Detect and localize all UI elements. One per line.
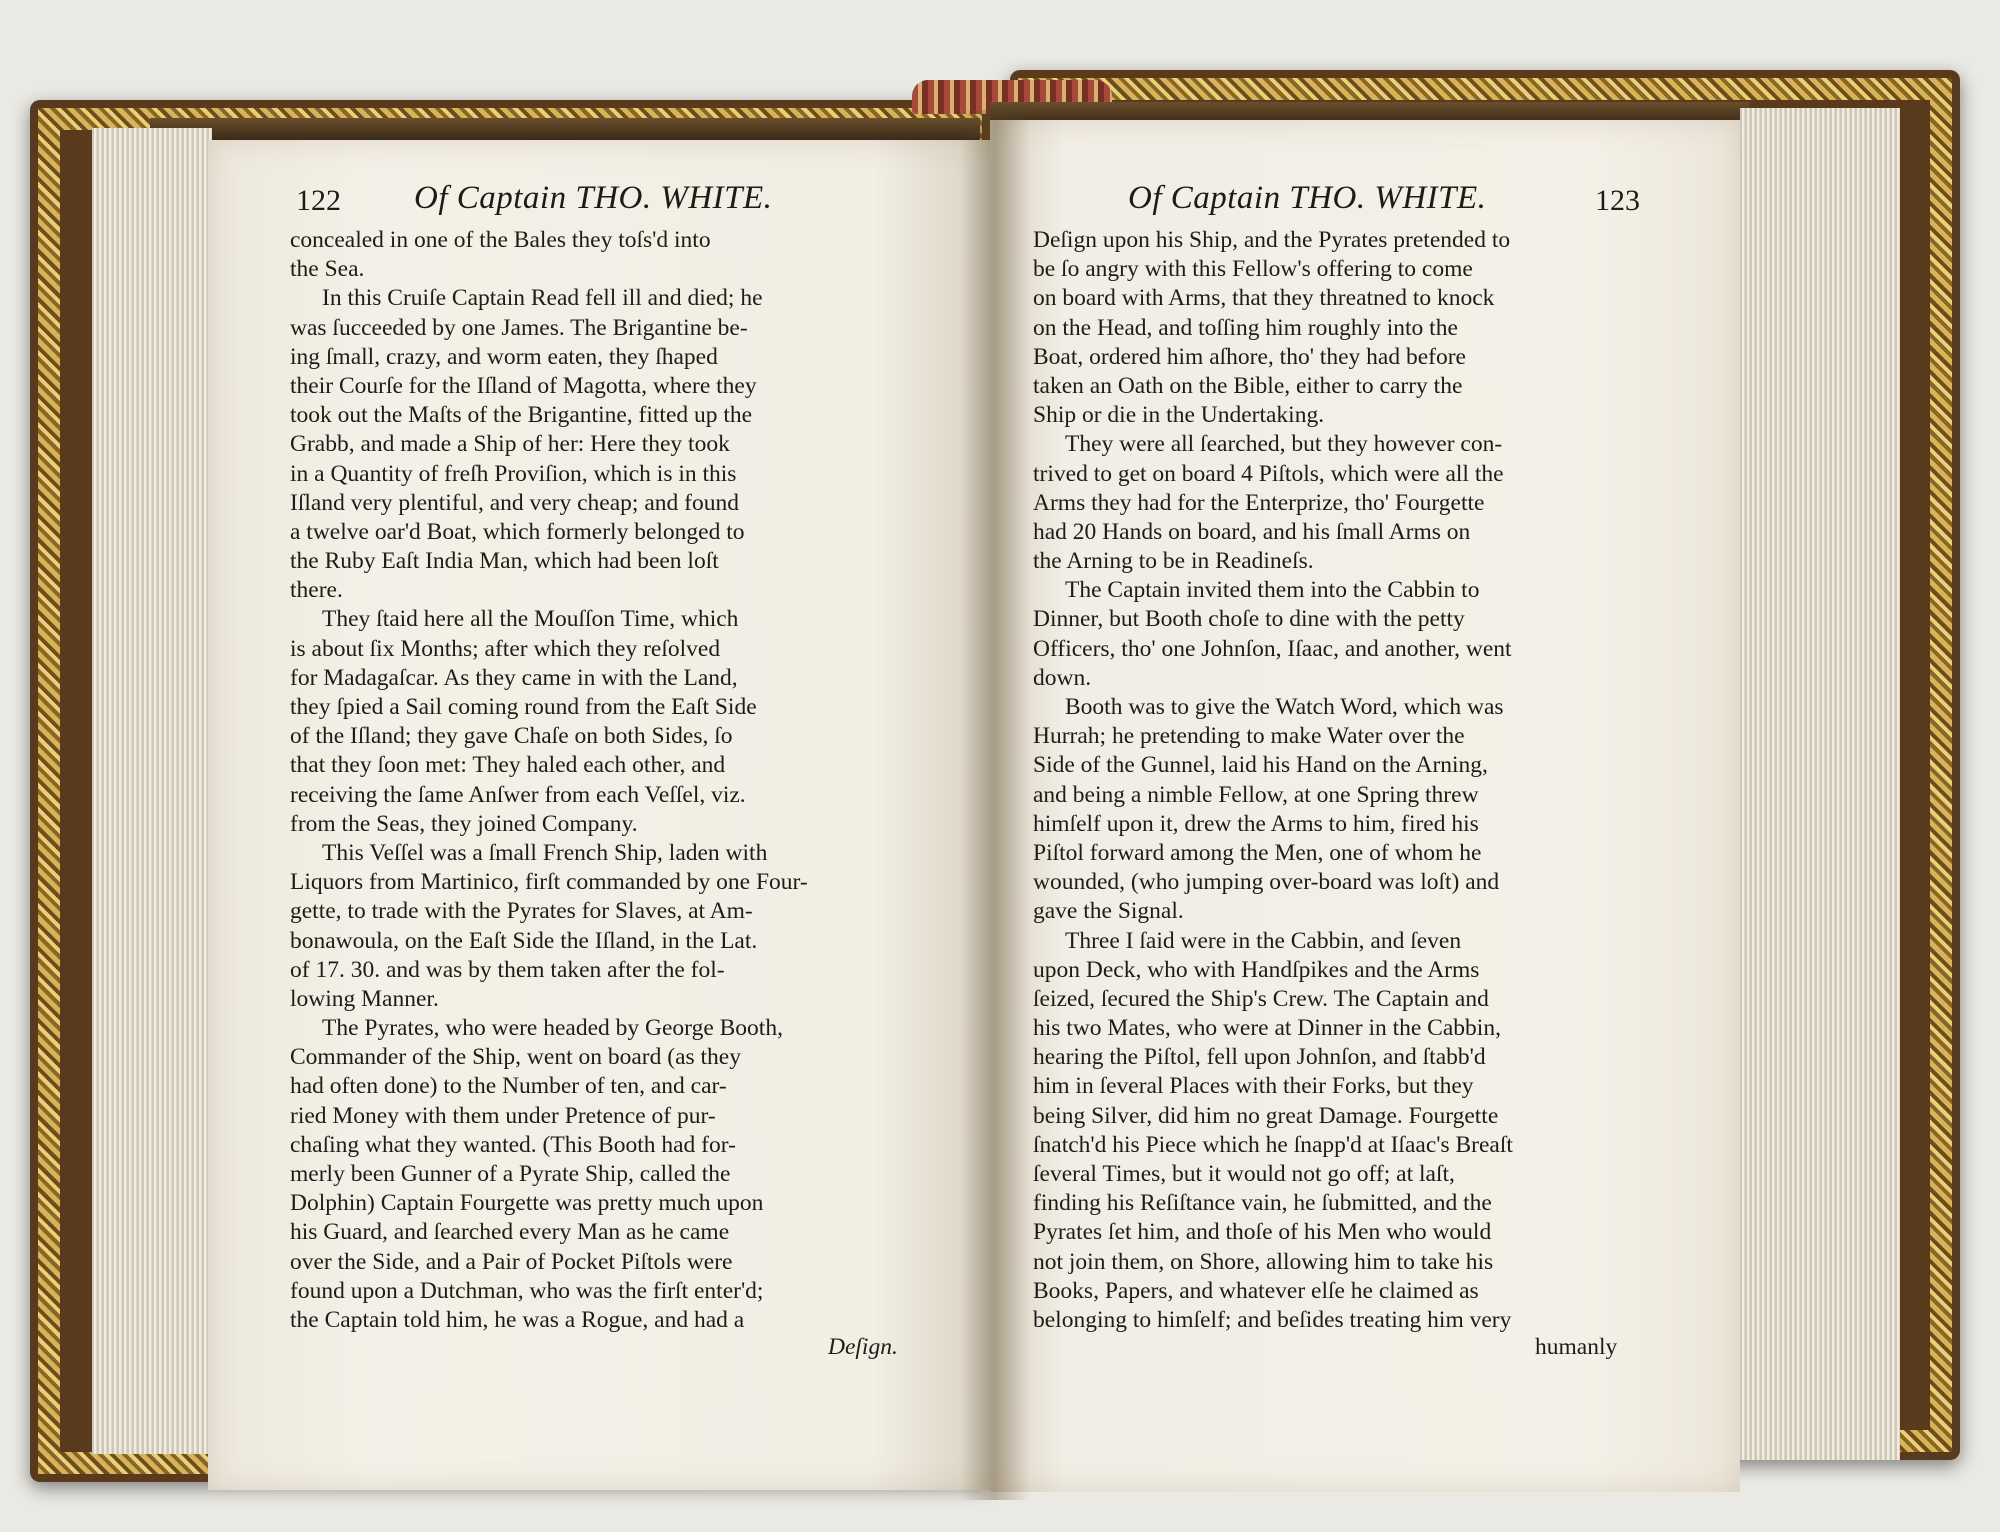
text-line: Pyrates ſet him, and thoſe of his Men who would	[1033, 1219, 1492, 1246]
text-line: being Silver, did him no great Damage. Fourgette	[1033, 1102, 1499, 1129]
text-line: upon Deck, who with Handſpikes and the Arms	[1033, 956, 1480, 983]
text-line: Grabb, and made a Ship of her: Here they took	[290, 431, 730, 458]
text-line: Iſland very plentiful, and very cheap; and found	[290, 489, 739, 516]
text-line: there.	[290, 577, 343, 604]
text-line: his Guard, and ſearched every Man as he came	[290, 1219, 730, 1246]
text-line: Commander of the Ship, went on board (as they	[290, 1044, 741, 1071]
text-line: bonawoula, on the Eaſt Side the Iſland, in the Lat.	[290, 927, 758, 954]
text-line: not join them, on Shore, allowing him to take his	[1033, 1248, 1494, 1275]
text-line: In this Cruiſe Captain Read fell ill and died; he	[322, 285, 763, 312]
text-line: a twelve oar'd Boat, which formerly belonged to	[290, 518, 745, 545]
text-line: and being a nimble Fellow, at one Spring threw	[1033, 781, 1479, 808]
text-line: concealed in one of the Bales they toſs'd into	[290, 227, 711, 253]
text-line: Hurrah; he pretending to make Water over the	[1033, 723, 1465, 750]
text-line: gave the Signal.	[1033, 898, 1184, 925]
text-line: wounded, (who jumping over-board was loſt) and	[1033, 869, 1500, 896]
text-line: Officers, tho' one Johnſon, Iſaac, and another, went	[1033, 635, 1512, 662]
text-line: receiving the ſame Anſwer from each Veſſel, viz.	[290, 781, 746, 808]
text-line: Piſtol forward among the Men, one of whom he	[1033, 839, 1482, 866]
text-line: him in ſeveral Places with their Forks, but they	[1033, 1073, 1474, 1100]
text-line: Three I ſaid were in the Cabbin, and ſeven	[1065, 927, 1462, 954]
text-line: The Captain invited them into the Cabbin to	[1065, 577, 1480, 604]
text-line: Dolphin) Captain Fourgette was pretty much upon	[290, 1190, 764, 1217]
text-line: of the Iſland; they gave Chaſe on both Sides, ſo	[290, 723, 733, 750]
text-line: gette, to trade with the Pyrates for Slaves, at Am-	[290, 898, 753, 925]
text-line: Booth was to give the Watch Word, which was	[1065, 694, 1504, 720]
text-line: The Pyrates, who were headed by George Booth,	[322, 1015, 783, 1042]
text-line: ſeized, ſecured the Ship's Crew. The Captain and	[1033, 985, 1489, 1012]
text-line: was ſucceeded by one James. The Brigantine be-	[290, 314, 748, 341]
text-line: the Ruby Eaſt India Man, which had been loſt	[290, 548, 719, 575]
text-line: their Courſe for the Iſland of Magotta, where they	[290, 372, 757, 399]
text-line: the Captain told him, he was a Rogue, and had a	[290, 1306, 745, 1333]
text-line: Books, Papers, and whatever elſe he claimed as	[1033, 1277, 1479, 1304]
text-line: belonging to himſelf; and beſides treating him very	[1033, 1306, 1512, 1333]
text-line: the Arning to be in Readineſs.	[1033, 548, 1314, 575]
text-line: They were all ſearched, but they however con-	[1065, 431, 1503, 458]
page-top-edge-left	[150, 118, 980, 140]
text-line: Arms they had for the Enterprize, tho' Fourgette	[1033, 489, 1485, 516]
text-line: Ship or die in the Undertaking.	[1033, 402, 1325, 429]
text-line: Side of the Gunnel, laid his Hand on the Arning,	[1033, 752, 1488, 779]
text-line: Dinner, but Booth choſe to dine with the petty	[1033, 606, 1465, 633]
text-line: they ſpied a Sail coming round from the Eaſt Side	[290, 694, 757, 720]
page-number: 123	[1595, 184, 1640, 217]
text-line: found upon a Dutchman, who was the firſt enter'd;	[290, 1277, 764, 1304]
text-line: Deſign upon his Ship, and the Pyrates pretended to	[1033, 227, 1511, 253]
text-line: the Sea.	[290, 256, 365, 283]
text-line: over the Side, and a Pair of Pocket Piſtols were	[290, 1248, 733, 1275]
text-line: of 17. 30. and was by them taken after the fol-	[290, 956, 725, 983]
catchword: Deſign.	[828, 1334, 898, 1360]
text-line: his two Mates, who were at Dinner in the Cabbin,	[1033, 1015, 1501, 1042]
text-line: ſnatch'd his Piece which he ſnapp'd at Iſaac's Breaſt	[1033, 1131, 1513, 1158]
page-number: 122	[296, 184, 341, 217]
left-page-text	[290, 226, 900, 1335]
text-line: ried Money with them under Pretence of pur-	[290, 1102, 716, 1129]
text-line: They ſtaid here all the Mouſſon Time, which	[322, 606, 739, 633]
text-line: merly been Gunner of a Pyrate Ship, called the	[290, 1161, 731, 1187]
text-line: had 20 Hands on board, and his ſmall Arms on	[1033, 518, 1471, 545]
page-block-right	[1740, 108, 1900, 1460]
text-line: chaſing what they wanted. (This Booth had for-	[290, 1131, 736, 1158]
text-line: himſelf upon it, drew the Arms to him, fired his	[1033, 810, 1479, 837]
gutter-shadow	[960, 110, 1030, 1500]
text-line: that they ſoon met: They haled each other, and	[290, 752, 726, 779]
text-line: took out the Maſts of the Brigantine, fitted up the	[290, 402, 753, 429]
text-line: be ſo angry with this Fellow's offering to come	[1033, 256, 1473, 283]
text-line: Boat, ordered him aſhore, tho' they had before	[1033, 343, 1466, 370]
text-line: ſeveral Times, but it would not go off; at laſt,	[1033, 1161, 1455, 1187]
text-line: had often done) to the Number of ten, and car-	[290, 1073, 727, 1100]
text-line: ing ſmall, crazy, and worm eaten, they ſhaped	[290, 343, 718, 370]
text-line: for Madagaſcar. As they came in with the Land,	[290, 664, 738, 691]
text-line: finding his Reſiſtance vain, he ſubmitted, and the	[1033, 1190, 1492, 1217]
text-line: from the Seas, they joined Company.	[290, 810, 638, 837]
text-line: down.	[1033, 664, 1092, 691]
page-block-left	[92, 128, 212, 1454]
text-line: on board with Arms, that they threatned to knock	[1033, 285, 1495, 312]
text-line: is about ſix Months; after which they reſolved	[290, 635, 721, 662]
text-line: hearing the Piſtol, fell upon Johnſon, and ſtabb'd	[1033, 1044, 1486, 1071]
text-line: taken an Oath on the Bible, either to carry the	[1033, 372, 1463, 399]
text-line: in a Quantity of freſh Proviſion, which is in this	[290, 460, 737, 487]
text-line: trived to get on board 4 Piſtols, which were all the	[1033, 460, 1504, 487]
running-head: Of Captain THO. WHITE.	[1128, 180, 1487, 216]
text-line: This Veſſel was a ſmall French Ship, laden with	[322, 839, 768, 866]
text-line: on the Head, and toſſing him roughly into the	[1033, 314, 1458, 341]
text-line: lowing Manner.	[290, 985, 439, 1012]
right-page-text	[1033, 226, 1638, 1335]
text-line: Liquors from Martinico, firſt commanded by one Four-	[290, 869, 808, 896]
running-head: Of Captain THO. WHITE.	[414, 180, 773, 216]
catchword: humanly	[1535, 1334, 1618, 1360]
